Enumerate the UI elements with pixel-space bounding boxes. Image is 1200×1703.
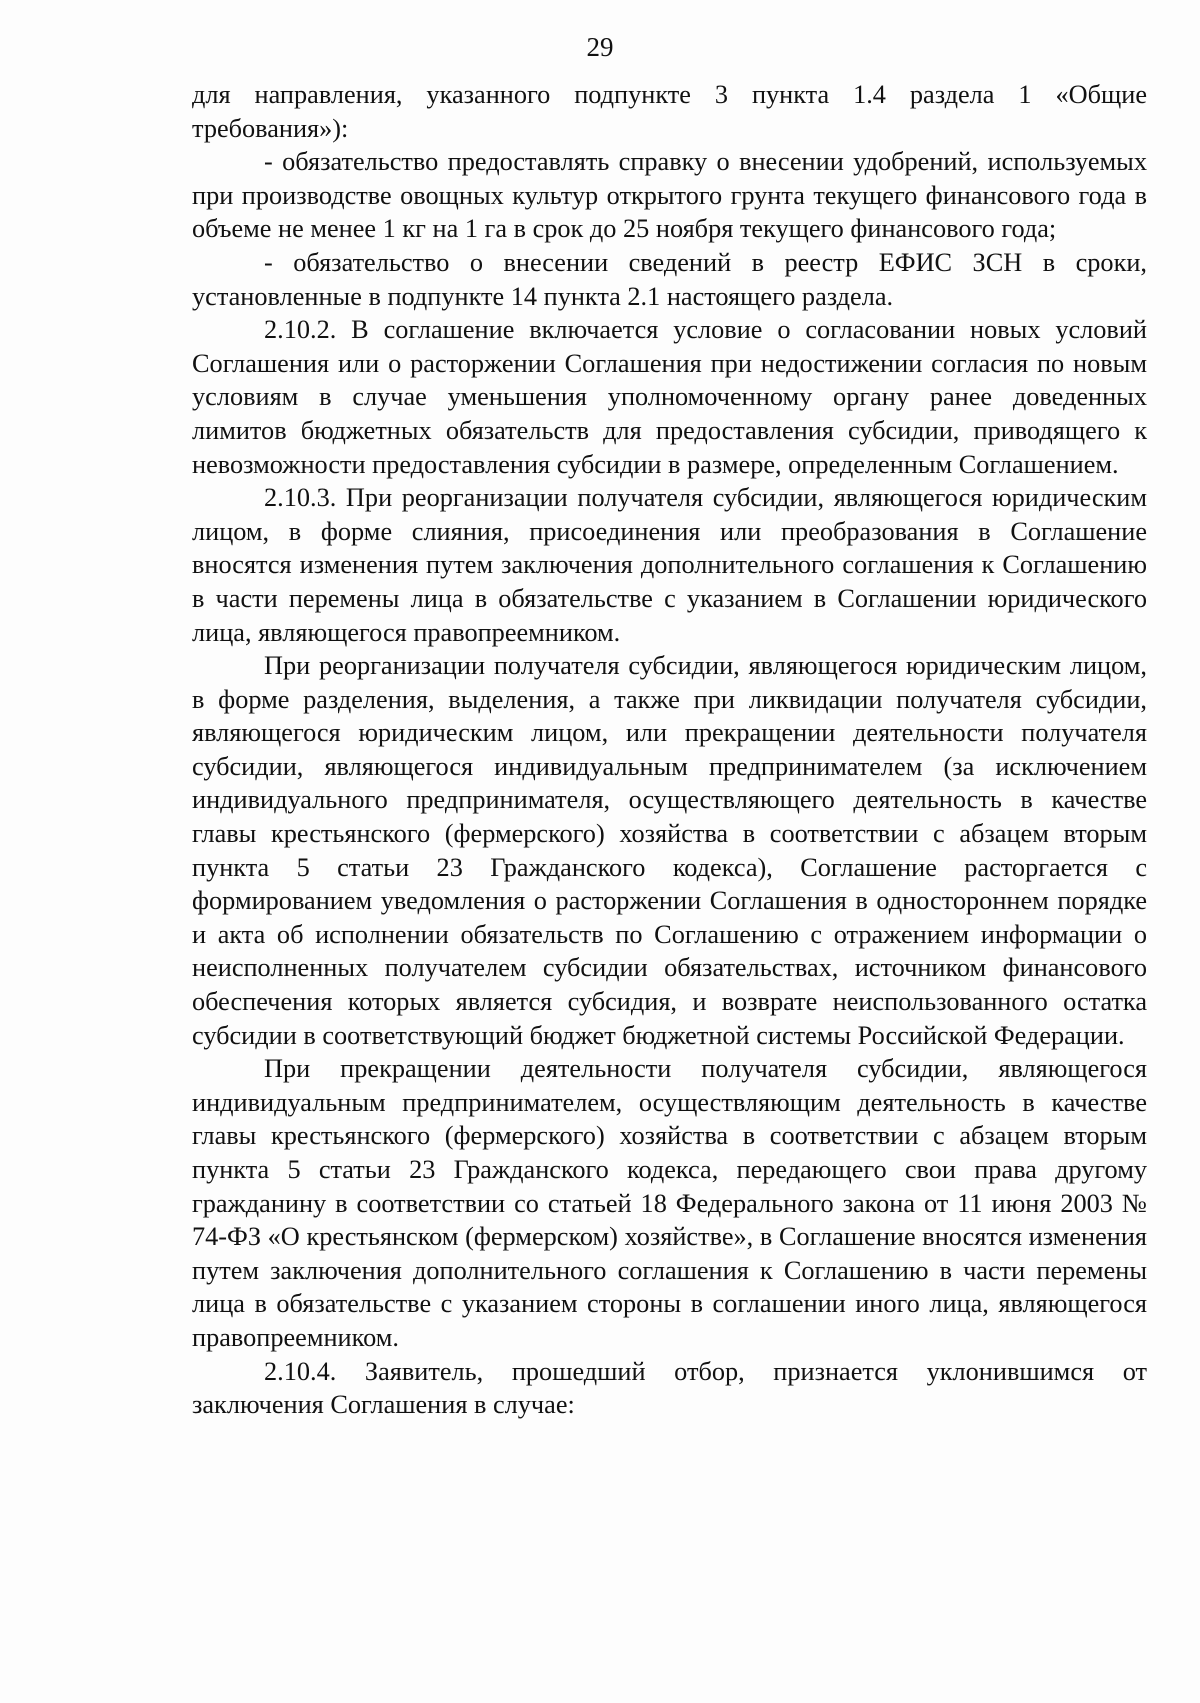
paragraph-reorganization-termination: При реорганизации получателя субсидии, являющегося юридическим лицом, в форме разделения, выделения, а также при ликвидации получателя субсидии, являющегося юридическим лицом, или прекращении деятельности получателя субсидии, являющегося индивидуальным предпринимателем (за исключением индивидуального предпринимателя, осуществляющего деятельность в качестве главы крестьянского (фермерского) хозяйства в соответствии с абзацем вторым пункта 5 статьи 23 Гражданского кодекса), Соглашение расторгается с формированием уведомления о расторжении Соглашения в одностороннем порядке и акта об исполнении обязательств по Соглашению с отражением информации о неисполненных получателем субсидии обязательствах, источником финансового обеспечения которых является субсидия, и возврате неиспользованного остатка субсидии в соответствующий бюджет бюджетной системы Российской Федерации. <box>192 651 1147 1050</box>
paragraph-efis-obligation: - обязательство о внесении сведений в реестр ЕФИС ЗСН в сроки, установленные в подпункте 14 пункта 2.1 настоящего раздела. <box>192 247 1147 311</box>
paragraph-2-10-2: 2.10.2. В соглашение включается условие о согласовании новых условий Соглашения или о расторжении Соглашения при недостижении согласия по новым условиям в случае уменьшения уполномоченному органу ранее доведенных лимитов бюджетных обязательств для предоставления субсидии, приводящего к невозможности предоставления субсидии в размере, определенным Соглашением. <box>192 315 1147 479</box>
paragraph-fertilizer-obligation: - обязательство предоставлять справку о внесении удобрений, используемых при производстве овощных культур открытого грунта текущего финансового года в объеме не менее 1 кг на 1 га в срок до 25 ноября текущего финансового года; <box>192 147 1147 244</box>
paragraph-2-10-3: 2.10.3. При реорганизации получателя субсидии, являющегося юридическим лицом, в форме слияния, присоединения или преобразования в Соглашение вносятся изменения путем заключения дополнительного соглашения к Соглашению в части перемены лица в обязательстве с указанием в Соглашении юридического лица, являющегося правопреемником. <box>192 483 1147 647</box>
paragraph-direction-clause: для направления, указанного подпункте 3 пункта 1.4 раздела 1 «Общие требования»): <box>192 80 1147 143</box>
page-number: 29 <box>586 32 614 62</box>
paragraph-farm-head-succession: При прекращении деятельности получателя субсидии, являющегося индивидуальным предпринимателем, осуществляющим деятельность в качестве главы крестьянского (фермерского) хозяйства в соответствии с абзацем вторым пункта 5 статьи 23 Гражданского кодекса, передающего свои права другому гражданину в соответствии со статьей 18 Федерального закона от 11 июня 2003 № 74-ФЗ «О крестьянском (фермерском) хозяйстве», в Соглашение вносятся изменения путем заключения дополнительного соглашения к Соглашению в части перемены лица в обязательстве с указанием стороны в соглашении иного лица, являющегося правопреемником. <box>192 1054 1147 1352</box>
document-body <box>192 78 1147 1422</box>
paragraph-2-10-4: 2.10.4. Заявитель, прошедший отбор, признается уклонившимся от заключения Соглашения в случае: <box>192 1356 1147 1420</box>
